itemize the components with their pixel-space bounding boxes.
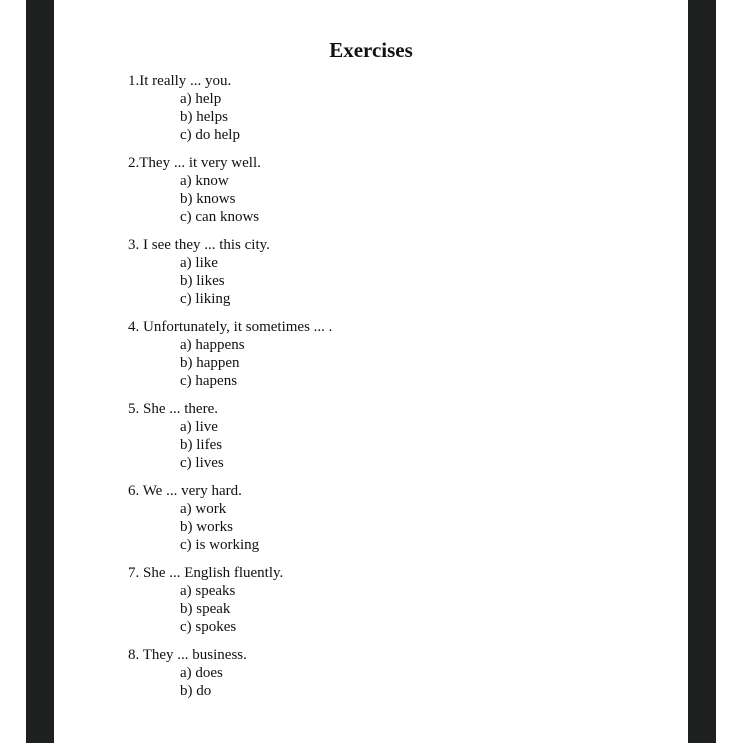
question-6 [128, 482, 668, 554]
answer-option: b) do [180, 683, 212, 699]
answer-option: a) work [180, 501, 227, 517]
answer-option: b) lifes [180, 437, 223, 453]
answer-option: c) spokes [180, 619, 237, 635]
answer-option: c) is working [180, 537, 260, 553]
answer-option: c) liking [180, 291, 231, 307]
answer-option: c) can knows [180, 209, 260, 225]
question-prompt: 1.It really ... you. [128, 73, 232, 89]
answer-option: a) live [180, 419, 218, 435]
page-title: Exercises [329, 38, 413, 62]
exercise-list [128, 72, 668, 710]
document-page [54, 0, 688, 743]
answer-option: c) hapens [180, 373, 238, 389]
answer-option: a) speaks [180, 583, 236, 599]
right-margin-bar [688, 0, 716, 743]
answer-option: a) know [180, 173, 229, 189]
question-3 [128, 236, 668, 308]
question-4 [128, 318, 668, 390]
question-7 [128, 564, 668, 636]
answer-option: b) speak [180, 601, 231, 617]
question-prompt: 4. Unfortunately, it sometimes ... . [128, 319, 333, 335]
answer-option: b) helps [180, 109, 228, 125]
answer-option: b) happen [180, 355, 240, 371]
answer-option: a) does [180, 665, 223, 681]
answer-option: a) like [180, 255, 218, 271]
question-5 [128, 400, 668, 472]
question-prompt: 8. They ... business. [128, 647, 247, 663]
question-prompt: 3. I see they ... this city. [128, 237, 270, 253]
left-margin-bar [26, 0, 54, 743]
answer-option: c) do help [180, 127, 240, 143]
question-prompt: 5. She ... there. [128, 401, 218, 417]
question-8 [128, 646, 668, 700]
question-1 [128, 72, 668, 144]
question-2 [128, 154, 668, 226]
answer-option: b) knows [180, 191, 236, 207]
answer-option: a) happens [180, 337, 245, 353]
answer-option: b) works [180, 519, 233, 535]
question-prompt: 7. She ... English fluently. [128, 565, 284, 581]
answer-option: a) help [180, 91, 222, 107]
answer-option: b) likes [180, 273, 225, 289]
answer-option: c) lives [180, 455, 224, 471]
question-prompt: 6. We ... very hard. [128, 483, 242, 499]
question-prompt: 2.They ... it very well. [128, 155, 261, 171]
